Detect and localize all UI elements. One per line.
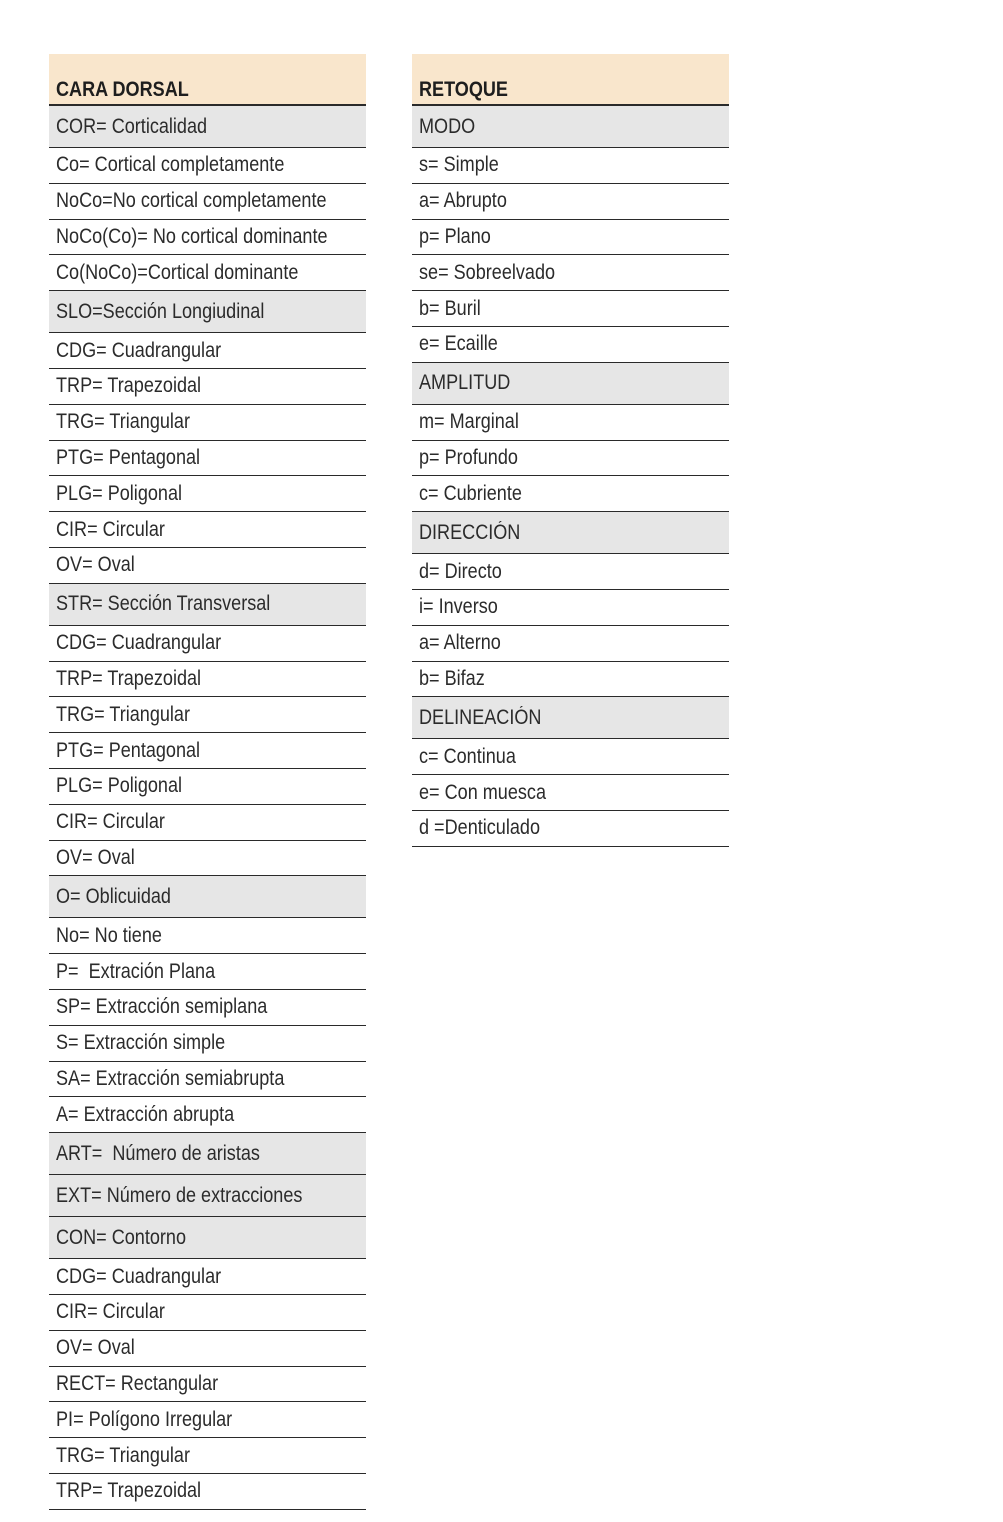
table-row xyxy=(49,548,366,584)
table-row xyxy=(49,1062,366,1098)
table-row xyxy=(49,1026,366,1062)
row-label: PTG= Pentagonal xyxy=(56,445,201,469)
row-label: TRP= Trapezoidal xyxy=(56,1479,202,1503)
row-label: d= Directo xyxy=(419,559,502,583)
section-row xyxy=(49,876,366,918)
section-label: DELINEACIÓN xyxy=(419,705,542,729)
row-label: b= Buril xyxy=(419,296,481,320)
row-label: PLG= Poligonal xyxy=(56,481,183,505)
row-label: CIR= Circular xyxy=(56,517,165,541)
row-label: p= Plano xyxy=(419,224,491,248)
row-label: OV= Oval xyxy=(56,845,135,869)
row-label: S= Extracción simple xyxy=(56,1031,226,1055)
table-row xyxy=(412,184,729,220)
row-label: CDG= Cuadrangular xyxy=(56,631,222,655)
row-label: m= Marginal xyxy=(419,410,519,434)
cara-dorsal-table xyxy=(49,54,366,1510)
table-row xyxy=(412,441,729,477)
retoque-table xyxy=(412,54,729,847)
table-row xyxy=(49,333,366,369)
table-row xyxy=(49,1097,366,1133)
row-label: e= Con muesca xyxy=(419,780,546,804)
table-row xyxy=(412,255,729,291)
row-label: d =Denticulado xyxy=(419,816,540,840)
table-row xyxy=(49,476,366,512)
row-label: CDG= Cuadrangular xyxy=(56,338,222,362)
table-header xyxy=(49,54,366,106)
row-label: RECT= Rectangular xyxy=(56,1371,219,1395)
table-body xyxy=(412,106,729,847)
row-label: SP= Extracción semiplana xyxy=(56,995,268,1019)
section-label: COR= Corticalidad xyxy=(56,114,208,138)
section-row xyxy=(49,106,366,148)
section-label: CON= Contorno xyxy=(56,1225,186,1249)
section-row xyxy=(412,697,729,739)
section-label: ART= Número de aristas xyxy=(56,1141,260,1165)
row-label: TRG= Triangular xyxy=(56,1443,190,1467)
table-row xyxy=(49,369,366,405)
row-label: b= Bifaz xyxy=(419,666,485,690)
table-row xyxy=(49,1474,366,1510)
table-row xyxy=(49,405,366,441)
table-row xyxy=(49,662,366,698)
table-row xyxy=(49,697,366,733)
section-label: SLO=Sección Longiudinal xyxy=(56,299,265,323)
table-row xyxy=(412,626,729,662)
section-row xyxy=(49,584,366,626)
row-label: SA= Extracción semiabrupta xyxy=(56,1066,285,1090)
table-row xyxy=(49,1259,366,1295)
row-label: PI= Polígono Irregular xyxy=(56,1407,233,1431)
table-row xyxy=(49,1331,366,1367)
table-header xyxy=(412,54,729,106)
section-row xyxy=(49,1217,366,1259)
row-label: p= Profundo xyxy=(419,445,518,469)
section-row xyxy=(412,106,729,148)
table-row xyxy=(412,148,729,184)
row-label: NoCo=No cortical completamente xyxy=(56,189,327,213)
table-row xyxy=(412,554,729,590)
table-row xyxy=(412,291,729,327)
table-row xyxy=(49,512,366,548)
section-row xyxy=(412,363,729,405)
row-label: OV= Oval xyxy=(56,553,135,577)
table-row xyxy=(412,327,729,363)
section-label: MODO xyxy=(419,114,476,138)
row-label: PLG= Poligonal xyxy=(56,774,183,798)
table-row xyxy=(412,775,729,811)
row-label: OV= Oval xyxy=(56,1336,135,1360)
table-row xyxy=(49,769,366,805)
table-row xyxy=(49,1295,366,1331)
row-label: No= No tiene xyxy=(56,923,162,947)
row-label: Co(NoCo)=Cortical dominante xyxy=(56,260,299,284)
table-row xyxy=(49,255,366,291)
table-row xyxy=(49,441,366,477)
row-label: A= Extracción abrupta xyxy=(56,1102,235,1126)
table-row xyxy=(412,405,729,441)
section-label: STR= Sección Transversal xyxy=(56,592,271,616)
section-row xyxy=(49,291,366,333)
table-body xyxy=(49,106,366,1510)
section-label: AMPLITUD xyxy=(419,371,511,395)
row-label: TRG= Triangular xyxy=(56,410,190,434)
section-label: EXT= Número de extracciones xyxy=(56,1183,303,1207)
row-label: i= Inverso xyxy=(419,595,498,619)
table-title: CARA DORSAL xyxy=(56,78,189,101)
section-label: DIRECCIÓN xyxy=(419,520,521,544)
row-label: c= Continua xyxy=(419,744,516,768)
table-row xyxy=(412,220,729,256)
row-label: CDG= Cuadrangular xyxy=(56,1264,222,1288)
row-label: CIR= Circular xyxy=(56,1300,165,1324)
row-label: c= Cubriente xyxy=(419,481,522,505)
table-row xyxy=(412,662,729,698)
table-row xyxy=(49,626,366,662)
table-row xyxy=(49,841,366,877)
section-row xyxy=(412,512,729,554)
table-row xyxy=(412,739,729,775)
table-row xyxy=(49,1402,366,1438)
row-label: PTG= Pentagonal xyxy=(56,738,201,762)
row-label: TRG= Triangular xyxy=(56,702,190,726)
row-label: TRP= Trapezoidal xyxy=(56,666,202,690)
table-row xyxy=(49,990,366,1026)
table-row xyxy=(412,476,729,512)
section-row xyxy=(49,1133,366,1175)
row-label: s= Simple xyxy=(419,153,499,177)
section-row xyxy=(49,1175,366,1217)
row-label: e= Ecaille xyxy=(419,332,498,356)
table-row xyxy=(49,918,366,954)
table-row xyxy=(49,148,366,184)
table-row xyxy=(412,590,729,626)
row-label: Co= Cortical completamente xyxy=(56,153,285,177)
table-row xyxy=(412,811,729,847)
table-row xyxy=(49,220,366,256)
table-row xyxy=(49,1438,366,1474)
table-row xyxy=(49,733,366,769)
table-title: RETOQUE xyxy=(419,78,508,101)
row-label: TRP= Trapezoidal xyxy=(56,374,202,398)
row-label: CIR= Circular xyxy=(56,810,165,834)
row-label: P= Extración Plana xyxy=(56,959,216,983)
table-row xyxy=(49,184,366,220)
section-label: O= Oblicuidad xyxy=(56,884,171,908)
row-label: NoCo(Co)= No cortical dominante xyxy=(56,224,328,248)
table-row xyxy=(49,805,366,841)
row-label: se= Sobreelvado xyxy=(419,260,556,284)
table-row xyxy=(49,954,366,990)
row-label: a= Alterno xyxy=(419,631,501,655)
row-label: a= Abrupto xyxy=(419,189,507,213)
table-row xyxy=(49,1367,366,1403)
